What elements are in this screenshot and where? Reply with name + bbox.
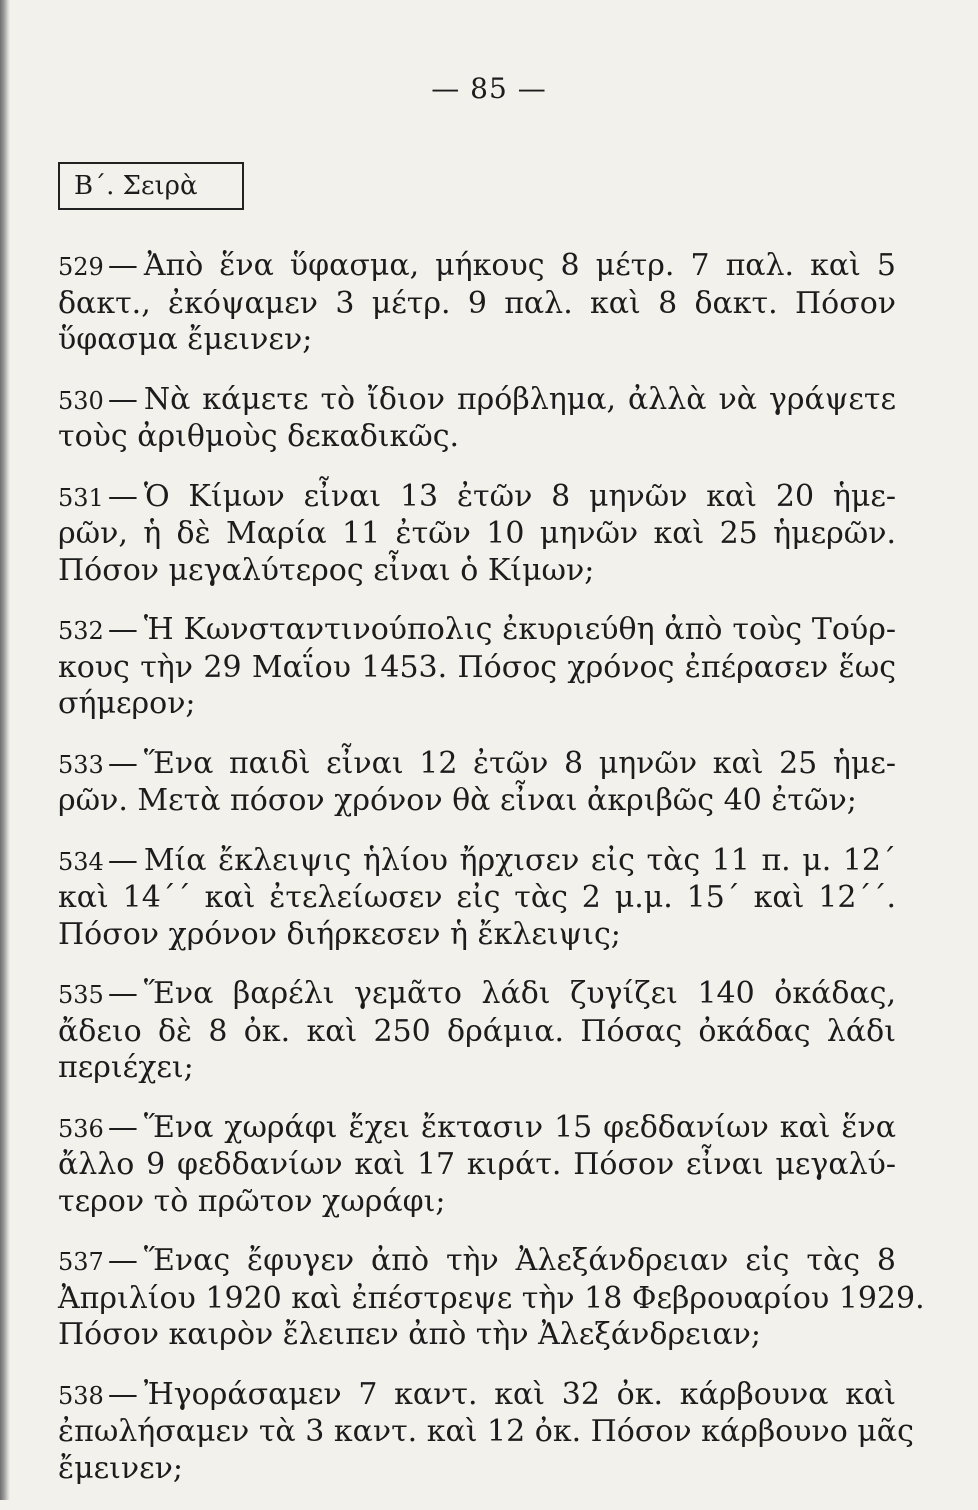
problem-text-line: Νὰ κάμετε τὸ ἴδιον πρόβλημα, ἀλλὰ νὰ γράψετε xyxy=(143,381,896,417)
problem-text-line: περιέχει; xyxy=(58,1050,194,1085)
problem-text-line: Ἡ Κωνσταντινούπολις ἐκυριεύθη ἀπὸ τοὺς Τούρ- xyxy=(143,612,896,647)
problem-text-line: Ὁ Κίμων εἶναι 13 ἐτῶν 8 μηνῶν καὶ 20 ἡμε- xyxy=(143,478,896,514)
problem-number: 530 xyxy=(58,386,104,415)
problem-text-line: τερον τὸ πρῶτον χωράφι; xyxy=(58,1183,446,1219)
problem-text-line: ρῶν. Μετὰ πόσον χρόνον θὰ εἶναι ἀκριβῶς 40 ἐτῶν; xyxy=(58,783,857,818)
problem-text-line: ἐπωλήσαμεν τὰ 3 καντ. καὶ 12 ὀκ. Πόσον κάρβουνο μᾶς xyxy=(58,1414,914,1449)
problem-text-line: Ἠγοράσαμεν 7 καντ. καὶ 32 ὀκ. κάρβουνα καὶ xyxy=(143,1376,896,1412)
problem-535: 535 — Ἕνα βαρέλι γεμᾶτο λάδι ζυγίζει 140 ὀκάδας, ἄδειο δὲ 8 ὀκ. καὶ 250 δράμια. Πόσας ὀκάδας λάδι περιέχει; xyxy=(58,976,896,1085)
problem-text-line: ἄλλο 9 φεδδανίων καὶ 17 κιράτ. Πόσον εἶναι μεγαλύ- xyxy=(58,1147,896,1182)
problem-number: 529 xyxy=(58,253,104,281)
problem-534: 534 — Μία ἔκλειψις ἡλίου ἤρχισεν εἰς τὰς 11 π. μ. 12΄ καὶ 14΄΄ καὶ ἐτελείωσεν εἰς τὰς 2 μ.μ. 15΄ καὶ 12΄΄. Πόσον χρόνον διήρκεσεν ἡ ἔκλειψις; xyxy=(58,842,896,952)
problem-number: 537 xyxy=(58,1248,104,1276)
problem-537: 537 — Ἕνας ἔφυγεν ἀπὸ τὴν Ἀλεξάνδρειαν εἰς τὰς 8 Ἀπριλίου 1920 καὶ ἐπέστρεψε τὴν 18 Φεβρουαρίου 1929. Πόσον καιρὸν ἔλειπεν ἀπὸ τὴν Ἀλεξάνδρειαν; xyxy=(58,1243,925,1352)
problem-text-line: κους τὴν 29 Μαΐου 1453. Πόσος χρόνος ἐπέρασεν ἕως xyxy=(58,649,896,685)
problem-number: 531 xyxy=(58,483,104,512)
problem-533: 533 — Ἕνα παιδὶ εἶναι 12 ἐτῶν 8 μηνῶν καὶ 25 ἡμε- ρῶν. Μετὰ πόσον χρόνον θὰ εἶναι ἀκριβῶς 40 ἐτῶν; xyxy=(58,745,896,818)
problem-text-line: ἔμεινεν; xyxy=(58,1450,184,1486)
problem-text-line: ἄδειο δὲ 8 ὀκ. καὶ 250 δράμια. Πόσας ὀκάδας λάδι xyxy=(58,1013,896,1049)
problem-531: 531 — Ὁ Κίμων εἶναι 13 ἐτῶν 8 μηνῶν καὶ 20 ἡμε- ρῶν, ἡ δὲ Μαρία 11 ἐτῶν 10 μηνῶν καὶ 25 ἡμερῶν. Πόσον μεγαλύτερος εἶναι ὁ Κίμων; xyxy=(58,478,896,588)
problem-530: 530 — Νὰ κάμετε τὸ ἴδιον πρόβλημα, ἀλλὰ νὰ γράψετε τοὺς ἀριθμοὺς δεκαδικῶς. xyxy=(58,381,896,454)
problem-text-line: Ἀπὸ ἕνα ὕφασμα, μήκους 8 μέτρ. 7 παλ. καὶ 5 xyxy=(143,248,896,283)
page-number: — 85 — xyxy=(431,72,547,105)
problem-text-line: Ἕνα παιδὶ εἶναι 12 ἐτῶν 8 μηνῶν καὶ 25 ἡμε- xyxy=(143,745,896,781)
problem-538: 538 — Ἠγοράσαμεν 7 καντ. καὶ 32 ὀκ. κάρβουνα καὶ ἐπωλήσαμεν τὰ 3 καντ. καὶ 12 ὀκ. Πόσον κάρβουνο μᾶς ἔμεινεν; xyxy=(58,1376,914,1486)
problem-number: 538 xyxy=(58,1381,104,1410)
problem-text-line: Πόσον καιρὸν ἔλειπεν ἀπὸ τὴν Ἀλεξάνδρειαν; xyxy=(58,1317,761,1352)
problem-532: 532 — Ἡ Κωνσταντινούπολις ἐκυριεύθη ἀπὸ τοὺς Τούρ- κους τὴν 29 Μαΐου 1453. Πόσος χρόνος ἐπέρασεν ἕως σήμερον; xyxy=(58,612,896,721)
problem-text-line: ὕφασμα ἔμεινεν; xyxy=(58,322,313,357)
problem-number: 534 xyxy=(58,847,104,876)
problem-text-line: ρῶν, ἡ δὲ Μαρία 11 ἐτῶν 10 μηνῶν καὶ 25 ἡμερῶν. xyxy=(58,516,896,551)
problem-text-line: σήμερον; xyxy=(58,686,196,721)
problem-text-line: Ἕνας ἔφυγεν ἀπὸ τὴν Ἀλεξάνδρειαν εἰς τὰς 8 xyxy=(143,1243,896,1278)
problem-number: 536 xyxy=(58,1114,104,1143)
problem-text-line: τοὺς ἀριθμοὺς δεκαδικῶς. xyxy=(58,419,460,454)
problem-text-line: Πόσον χρόνον διήρκεσεν ἡ ἔκλειψις; xyxy=(58,916,621,952)
problem-text-line: Ἀπριλίου 1920 καὶ ἐπέστρεψε τὴν 18 Φεβρουαρίου 1929. xyxy=(58,1280,925,1316)
problem-text-line: Πόσον μεγαλύτερος εἶναι ὁ Κίμων; xyxy=(58,552,595,588)
problem-text-line: Ἕνα χωράφι ἔχει ἔκτασιν 15 φεδδανίων καὶ ἕνα xyxy=(143,1109,896,1145)
problem-number: 535 xyxy=(58,981,104,1009)
page-binding-edge xyxy=(0,0,10,1500)
problem-number: 532 xyxy=(58,617,104,645)
problem-list xyxy=(58,248,925,1510)
problem-text-line: Ἕνα βαρέλι γεμᾶτο λάδι ζυγίζει 140 ὀκάδας, xyxy=(143,976,896,1011)
problem-text-line: δακτ., ἐκόψαμεν 3 μέτρ. 9 παλ. καὶ 8 δακτ. Πόσον xyxy=(58,285,896,321)
problem-536: 536 — Ἕνα χωράφι ἔχει ἔκτασιν 15 φεδδανίων καὶ ἕνα ἄλλο 9 φεδδανίων καὶ 17 κιράτ. Πόσον εἶναι μεγαλύ- τερον τὸ πρῶτον χωράφι; xyxy=(58,1109,896,1219)
problem-text-line: καὶ 14΄΄ καὶ ἐτελείωσεν εἰς τὰς 2 μ.μ. 15΄ καὶ 12΄΄. xyxy=(58,880,896,915)
problem-529: 529 — Ἀπὸ ἕνα ὕφασμα, μήκους 8 μέτρ. 7 παλ. καὶ 5 δακτ., ἐκόψαμεν 3 μέτρ. 9 παλ. καὶ 8 δακτ. Πόσον ὕφασμα ἔμεινεν; xyxy=(58,248,896,357)
series-heading: Β΄. Σειρὰ xyxy=(58,162,244,210)
problem-text-line: Μία ἔκλειψις ἡλίου ἤρχισεν εἰς τὰς 11 π. μ. 12΄ xyxy=(143,842,896,878)
problem-number: 533 xyxy=(58,750,104,779)
